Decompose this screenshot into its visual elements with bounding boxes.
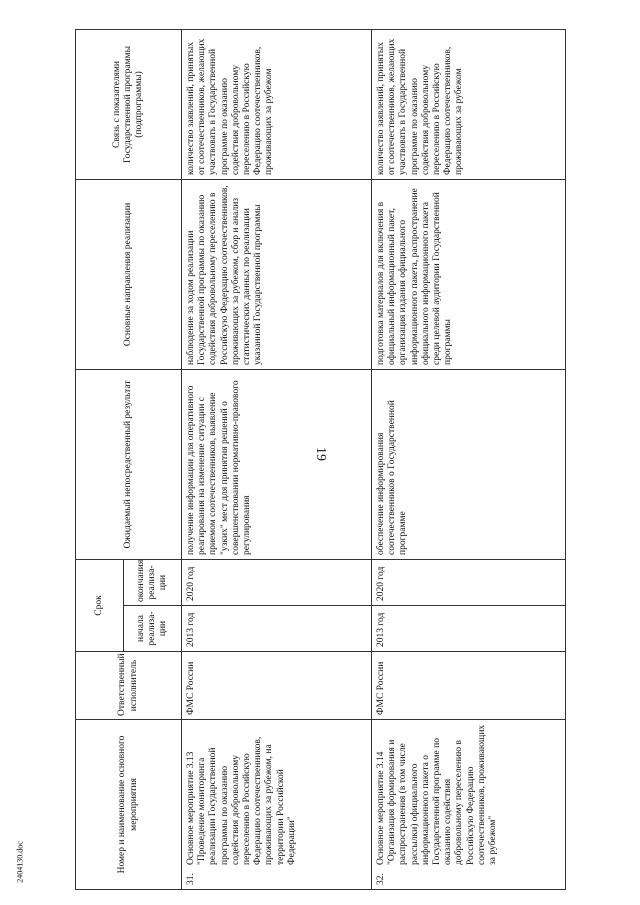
measure-name: Основное мероприятие 3.13 "Проведение мониторинга реализации Государственной программы по оказанию содействия добровольному переселению в Российскую Федерацию соотечественников, проживающих за рубежом, на территории Российской Федерации" (186, 736, 297, 865)
cell-executor: ФМС России (372, 652, 566, 720)
row-number: 31. (186, 873, 196, 885)
rotated-table-container (75, 30, 565, 890)
cell-result: получение информации для оперативного реагирования на изменение ситуации с приемом соотечественников, выявление "узких" мест для принятия решений о совершенствовании нормативно-правового регулирования (182, 369, 372, 559)
measure-name: Основное мероприятие 3.14 "Организация формирования и распространения (в том числе рассылки) официального информационного пакета о Государственной программе по оказанию содействия добровольному переселению в Российскую Федерацию соотечественников, проживающих за рубежом" (376, 724, 499, 865)
cell-result: обеспечение информирования соотечественников о Государственной программе (372, 369, 566, 559)
table-row (372, 29, 566, 889)
header-term-start: начала реализа- ции (124, 606, 182, 652)
cell-end: 2020 год (182, 559, 372, 605)
header-directions: Основные направления реализации (76, 179, 182, 369)
cell-start: 2013 год (372, 606, 566, 652)
cell-indicators: количество заявлений, принятых от соотечественников, желающих участвовать в Государственной программе по оказанию содействия добровольному переселению в Российскую Федерацию соотечественников, проживающих за рубежом (182, 29, 372, 179)
cell-indicators: количество заявлений, принятых от соотечественников, желающих участвовать в Государственной программе по оказанию содействия добровольному переселению в Российскую Федерацию соотечественников, проживающих за рубежом (372, 29, 566, 179)
header-result: Ожидаемый непосредственный результат (76, 369, 182, 559)
table-row (182, 29, 372, 889)
row-number: 32. (376, 873, 386, 885)
measures-table (75, 29, 566, 890)
header-indicators: Связь с показателями Государственной программы (подпрограммы) (76, 29, 182, 179)
header-executor: Ответственный исполнитель (76, 652, 182, 720)
cell-directions: подготовка материалов для включения в официальный информационный пакет, организация издания официального информационного пакета, распространение официального информационного пакета среди целевой аудитории Государственной программы (372, 179, 566, 369)
cell-name (372, 720, 566, 890)
header-term-end: окончания реализа- ции (124, 559, 182, 605)
header-name: Номер и наименование основного мероприятия (76, 720, 182, 890)
document-id: 2404130.doc (15, 841, 25, 883)
cell-name (182, 720, 372, 890)
page-number: 19 (313, 447, 328, 461)
header-term: Срок (76, 559, 124, 651)
table-header-row (76, 29, 124, 889)
cell-directions: наблюдение за ходом реализации Государственной программы по оказанию содействия добровольному переселению в Российскую Федерацию соотечественников, проживающих за рубежом, сбор и анализ статистических данных по реализации указанной Государственной программы (182, 179, 372, 369)
cell-end: 2020 год (372, 559, 566, 605)
cell-executor: ФМС России (182, 652, 372, 720)
cell-start: 2013 год (182, 606, 372, 652)
